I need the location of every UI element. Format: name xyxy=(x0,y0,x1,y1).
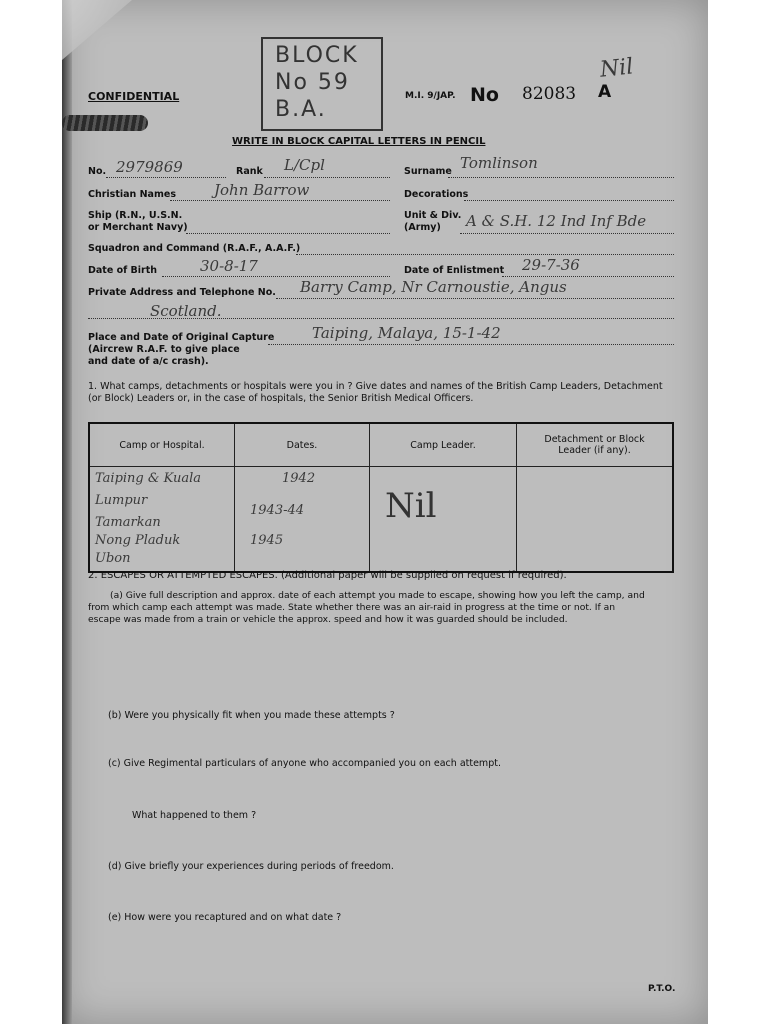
confidential-label: CONFIDENTIAL xyxy=(88,90,180,103)
enlistment-label: Date of Enlistment xyxy=(404,265,505,276)
tag-string xyxy=(62,115,148,131)
question-1-line-1: 1. What camps, detachments or hospitals were you in ? Give dates and names of the British Camp Leaders, Detachment xyxy=(88,381,663,392)
rank-value: L/Cpl xyxy=(284,156,325,174)
stamp-line-1: BLOCK xyxy=(275,43,359,68)
corner-fold xyxy=(62,0,132,60)
paper-edge xyxy=(62,0,72,1024)
camps-table-header xyxy=(89,423,673,467)
ship-label-2: or Merchant Navy) xyxy=(88,222,188,233)
capture-value: Taiping, Malaya, 15-1-42 xyxy=(312,324,501,342)
unit-value: A & S.H. 12 Ind Inf Bde xyxy=(466,212,647,230)
question-2b: (b) Were you physically fit when you made these attempts ? xyxy=(108,710,395,721)
camp-entry: Tamarkan xyxy=(95,515,161,530)
camps-cell xyxy=(89,467,235,573)
rank-label: Rank xyxy=(236,166,263,177)
decorations-label: Decorations xyxy=(404,189,469,200)
dob-label: Date of Birth xyxy=(88,265,158,276)
camp-entry: Nong Pladuk xyxy=(95,533,181,548)
ship-label-1: Ship (R.N., U.S.N. xyxy=(88,210,183,221)
nil-annotation: Nil xyxy=(598,54,635,83)
block-stamp xyxy=(261,37,383,131)
capture-label-2: (Aircrew R.A.F. to give place xyxy=(88,344,240,355)
date-entry: 1945 xyxy=(250,533,284,548)
date-entry: 1942 xyxy=(282,471,316,486)
surname-value: Tomlinson xyxy=(460,154,538,172)
col-camp-or-hospital: Camp or Hospital. xyxy=(89,423,235,467)
question-2d: (d) Give briefly your experiences during periods of freedom. xyxy=(108,861,394,872)
question-2a-line-1: (a) Give full description and approx. date of each attempt you made to escape, showing how you left the camp, and xyxy=(110,590,645,601)
unit-label-1: Unit & Div. xyxy=(404,210,462,221)
instruction-heading: WRITE IN BLOCK CAPITAL LETTERS IN PENCIL xyxy=(232,136,486,147)
pto-label: P.T.O. xyxy=(648,984,676,994)
capture-label-1: Place and Date of Original Capture xyxy=(88,332,275,343)
surname-label: Surname xyxy=(404,166,452,177)
unit-label-2: (Army) xyxy=(404,222,441,233)
stamp-line-3: B.A. xyxy=(275,97,327,122)
dob-value: 30-8-17 xyxy=(200,257,258,275)
question-2a-line-2: from which camp each attempt was made. State whether there was an air-raid in progress at the time or not. If an xyxy=(88,602,616,613)
enlistment-value: 29-7-36 xyxy=(522,256,580,274)
christian-names-label: Christian Names xyxy=(88,189,176,200)
col-dates: Dates. xyxy=(235,423,370,467)
question-2e: (e) How were you recaptured and on what date ? xyxy=(108,912,342,923)
form-number: 82083 xyxy=(522,84,577,104)
col-camp-leader: Camp Leader. xyxy=(370,423,517,467)
camp-entry: Ubon xyxy=(95,551,131,566)
question-2c-followup: What happened to them ? xyxy=(132,810,257,821)
camp-leader-cell xyxy=(370,467,517,573)
question-1-line-2: (or Block) Leaders or, in the case of hospitals, the Senior British Medical Officers. xyxy=(88,393,474,404)
col-detachment-leader: Detachment or Block Leader (if any). xyxy=(517,423,674,467)
christian-names-value: John Barrow xyxy=(214,181,310,199)
table-row xyxy=(89,467,673,573)
service-number: 2979869 xyxy=(116,158,183,176)
address-value-line-2: Scotland. xyxy=(150,302,222,320)
question-2c: (c) Give Regimental particulars of anyone who accompanied you on each attempt. xyxy=(108,758,501,769)
camp-leader-value: Nil xyxy=(385,486,437,526)
question-2a-line-3: escape was made from a train or vehicle the approx. speed and how it was guarded should be included. xyxy=(88,614,568,625)
no-label: No. xyxy=(88,166,107,177)
form-reference: M.I. 9/JAP. xyxy=(405,91,456,101)
form-suffix: A xyxy=(598,82,612,102)
camps-table xyxy=(88,422,674,573)
question-2-title: 2. ESCAPES OR ATTEMPTED ESCAPES. (Additional paper will be supplied on request if required). xyxy=(88,570,567,581)
stamp-line-2: No 59 xyxy=(275,70,350,95)
number-label: No xyxy=(470,84,499,106)
detachment-leader-cell xyxy=(517,467,674,573)
squadron-label: Squadron and Command (R.A.F., A.A.F.) xyxy=(88,243,301,254)
camp-entry: Taiping & Kuala Lumpur xyxy=(95,471,202,508)
capture-label-3: and date of a/c crash). xyxy=(88,356,209,367)
dates-cell xyxy=(235,467,370,573)
address-value-line-1: Barry Camp, Nr Carnoustie, Angus xyxy=(300,278,567,296)
date-entry: 1943-44 xyxy=(250,503,305,518)
address-label: Private Address and Telephone No. xyxy=(88,287,276,298)
